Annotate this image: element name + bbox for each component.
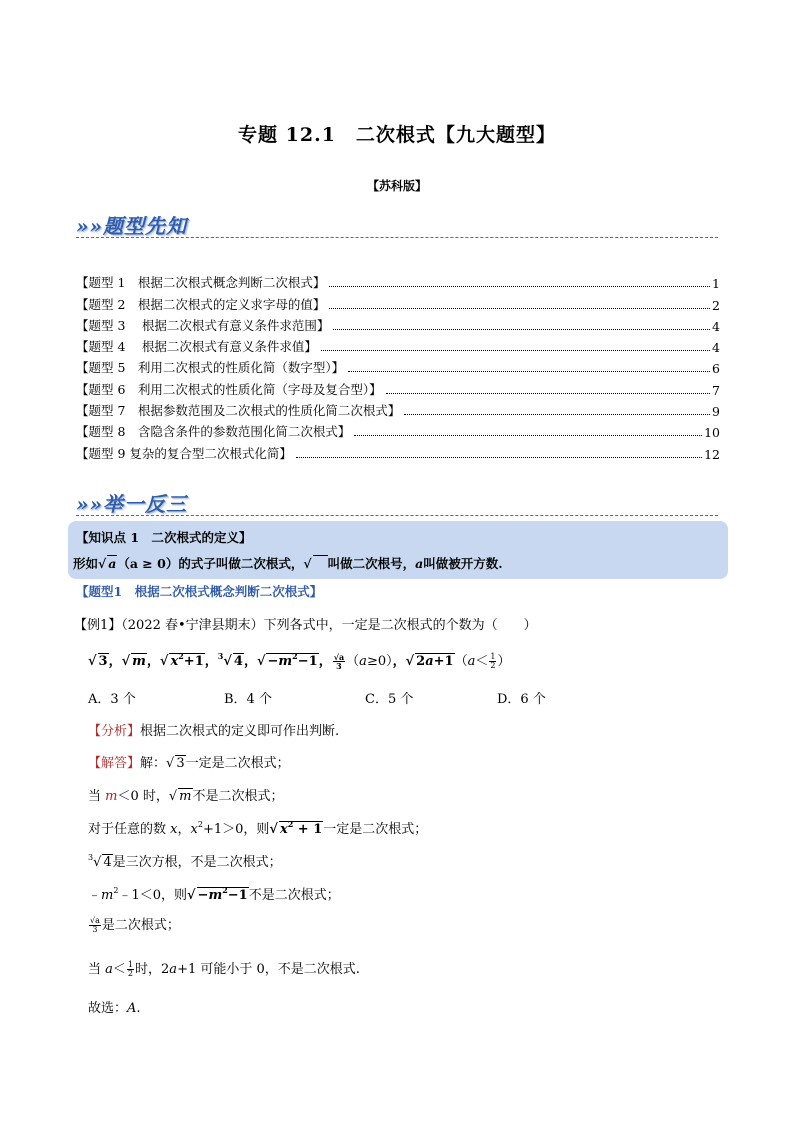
banner-divider <box>76 237 718 238</box>
option-a: A．3 个 <box>88 692 136 707</box>
knowledge-title: 【知识点 1 二次根式的定义】 <box>76 530 252 545</box>
toc-entry-label: 【题型 4 根据二次根式有意义条件求值】 <box>76 339 317 355</box>
toc-entry-label: 【题型 1 根据二次根式概念判断二次根式】 <box>76 275 326 291</box>
toc-entry-label: 【题型 5 利用二次根式的性质化简（数字型）】 <box>76 360 345 376</box>
type-heading: 【题型1 根据二次根式概念判断二次根式】 <box>76 584 323 599</box>
example-intro: 【例1】（2022 春•宁津县期末）下列各式中，一定是二次根式的个数为（ ） <box>74 618 537 633</box>
analysis: 【分析】根据二次根式的定义即可作出判断. <box>88 724 340 739</box>
toc-page-number: 7 <box>712 382 720 398</box>
toc-entry-label: 【题型 7 根据参数范围及二次根式的性质化简二次根式】 <box>76 403 401 419</box>
conclusion: 故选：A. <box>88 1001 141 1016</box>
toc-entry[interactable] <box>76 355 720 376</box>
toc-page-number: 12 <box>704 446 720 462</box>
toc-entry-label: 【题型 6 利用二次根式的性质化简（字母及复合型）】 <box>76 381 382 397</box>
toc-entry[interactable] <box>76 291 720 312</box>
toc-page-number: 9 <box>712 404 720 420</box>
solution-line-6: $\frac{√a}{3}$ 是二次根式； <box>90 916 180 934</box>
toc-leader-dots <box>321 350 710 351</box>
toc-entry[interactable] <box>76 313 720 334</box>
toc-entry[interactable] <box>76 270 720 291</box>
toc-page-number: 10 <box>704 425 720 441</box>
solution-line-3: 对于任意的数 x，$x^2+1>0$，则√ $x^2 + 1$一定是二次根式； <box>88 819 428 837</box>
toc-entry[interactable] <box>76 440 720 461</box>
section-banner-examples: »»举一反三 <box>76 492 187 516</box>
toc-entry-label: 【题型 3 根据二次根式有意义条件求范围】 <box>76 317 330 333</box>
toc-leader-dots <box>348 371 710 372</box>
toc-entry[interactable] <box>76 419 720 440</box>
toc-entry[interactable] <box>76 376 720 397</box>
banner-divider <box>76 515 718 516</box>
toc-page-number: 1 <box>712 276 720 292</box>
example-expressions: √ 3，√ m，√ $x^2+1$，$^3$√ 4，√ $-m^2-1$， $\frac{√a}{3}$ （a≥0），√ 2a+1（a＜ $\frac{1}{2}$ ） <box>88 651 511 671</box>
edition-label: 【苏科版】 <box>366 179 427 193</box>
toc-entry-label: 【题型 9 复杂的复合型二次根式化简】 <box>76 445 292 461</box>
solution-line-2: 当 m＜0 时，√ m不是二次根式； <box>88 789 284 804</box>
toc-entry-label: 【题型 2 根据二次根式的定义求字母的值】 <box>76 296 326 312</box>
toc-leader-dots <box>329 286 710 287</box>
solution-line-4: $^3$√ 4是三次方根，不是二次根式； <box>88 853 282 870</box>
solution-line-1: 【解答】解：√ 3一定是二次根式； <box>88 756 290 771</box>
toc-page-number: 6 <box>712 361 720 377</box>
toc-entry[interactable] <box>76 334 720 355</box>
solution-line-7: 当 a＜ $\frac{1}{2}$ 时，2a+1 可能小于 0，不是二次根式. <box>88 960 360 978</box>
toc-page-number: 4 <box>712 340 720 356</box>
page-title: 专题 12.1 二次根式【九大题型】 <box>238 124 556 146</box>
toc-entry-label: 【题型 8 含隐含条件的参数范围化简二次根式】 <box>76 424 351 440</box>
option-d: D．6 个 <box>497 692 546 707</box>
option-b: B．4 个 <box>224 692 272 707</box>
toc-page-number: 4 <box>712 318 720 334</box>
toc-leader-dots <box>354 435 702 436</box>
toc-leader-dots <box>329 308 710 309</box>
knowledge-definition: 形如√ a（a ≥ 0）的式子叫做二次根式，√ 叫做二次根号，a叫做被开方数. <box>73 556 503 571</box>
toc-leader-dots <box>404 414 710 415</box>
option-c: C．5 个 <box>365 692 414 707</box>
toc-page-number: 2 <box>712 297 720 313</box>
table-of-contents <box>76 270 720 462</box>
section-banner-preview: »»题型先知 <box>76 214 187 238</box>
solution-line-5: $﹣m^2﹣1<0$，则√ $-m^2-1$不是二次根式； <box>88 885 340 903</box>
toc-entry[interactable] <box>76 398 720 419</box>
toc-leader-dots <box>333 329 710 330</box>
toc-leader-dots <box>386 393 710 394</box>
toc-leader-dots <box>296 457 702 458</box>
